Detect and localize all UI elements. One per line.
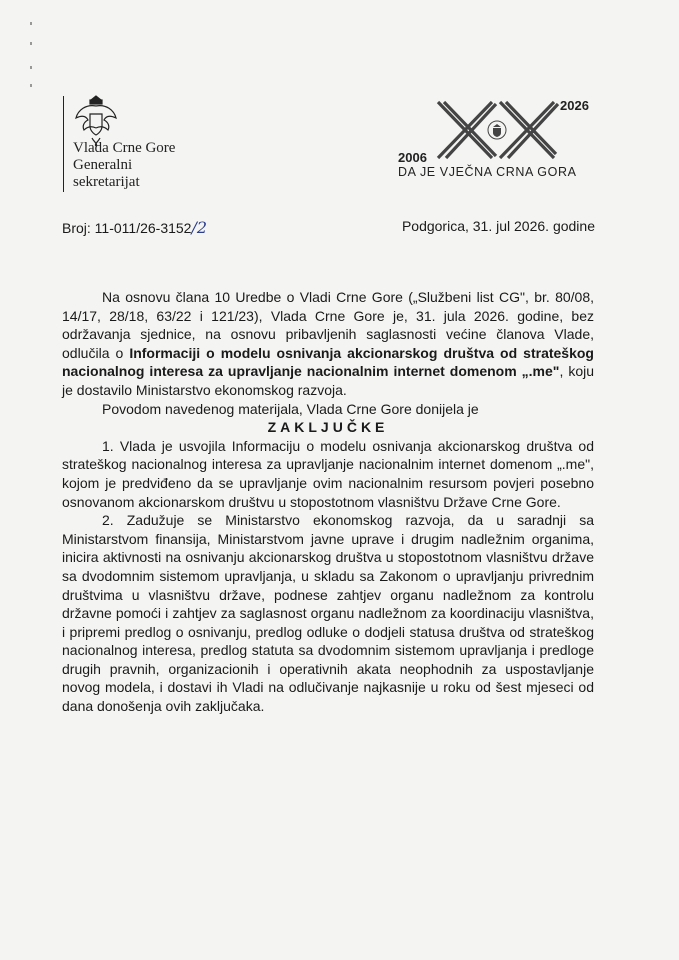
org-line-1: Vlada Crne Gore [73, 140, 176, 156]
document-number-printed: Broj: 11-011/26-3152 [62, 220, 192, 236]
anniversary-year-end: 2026 [560, 98, 589, 113]
intro-text-2: , koju je dostavilo Ministarstvo ekonomskog razvoja. [62, 363, 594, 398]
organization-name [73, 140, 175, 191]
document-body [62, 288, 594, 716]
section-heading: ZAKLJUČKE [267, 419, 389, 436]
org-line-3: sekretarijat [73, 174, 140, 190]
intro-paragraph-2: Povodom navedenog materijala, Vlada Crne Gore donijela je [102, 400, 479, 417]
intro-paragraph [62, 288, 594, 400]
header-divider [63, 96, 64, 192]
anniversary-year-start: 2006 [398, 150, 427, 165]
document-number-handwritten: /2 [191, 218, 208, 237]
intro-bold-title: Informaciji o modelu osnivanja akcionarskog društva od strateškog nacionalnog interesa za upravljanje nacionalnim internet domenom „.me" [62, 344, 594, 380]
anniversary-tagline: DA JE VJEČNA CRNA GORA [398, 165, 577, 179]
org-line-2: Generalni [73, 157, 133, 173]
conclusion-item-2: 2. Zadužuje se Ministarstvo ekonomskog razvoja, da u saradnji sa Ministarstvom finansija, Ministarstvom javne uprave i drugim nadležnim organima, inicira aktivnosti na osnivanju akcionarskog društva u stopostotnom vlasništvu države sa dvodomnim sistemom upravljanja, u skladu sa Zakonom o upravljanju privrednim društvima u vlasništvu države, podnese zahtjev organu nadležnom za kontrolu državne pomoći i zahtjev za saglasnost organu nadležnom za koordinaciju vlasništva, i pripremi predlog o osnivanju, predlog odluke o dodjeli statusa društva od strateškog nacionalnog interesa, predlog statuta sa dvodomnim sistemom upravljanja i predloge drugih pravnih, organizacionih i operativnih akata neophodnih za uspostavljanje novog modela, i dostavi ih Vladi na odlučivanje najkasnije u roku od šest mjeseci od dana donošenja ovih zaključaka. [62, 512, 594, 715]
place-date: Podgorica, 31. jul 2026. godine [401, 218, 595, 234]
conclusion-item-1: 1. Vlada je usvojila Informaciju o modelu osnivanja akcionarskog društva od strateškog nacionalnog interesa za upravljanje nacionalnim internet domenom „.me", kojom je predviđeno da se upravljanje ovim nacionalnim resursom povjeri posebno osnovanom akcionarskom društvu u stopostotnom vlasništvu Države Crne Gore. [62, 437, 594, 510]
document-number [62, 218, 207, 237]
intro-text-1: Na osnovu člana 10 Uredbe o Vladi Crne Gore („Službeni list CG", br. 80/08, 14/17, 28/18, 63/22 i 121/23), Vlada Crne Gore je, 31. jula 2026. godine, bez održavanja sjednice, na osnovu pribavljenih saglasnosti većine članova Vlade, odlučila o [62, 289, 594, 361]
scan-artifact [30, 22, 36, 92]
